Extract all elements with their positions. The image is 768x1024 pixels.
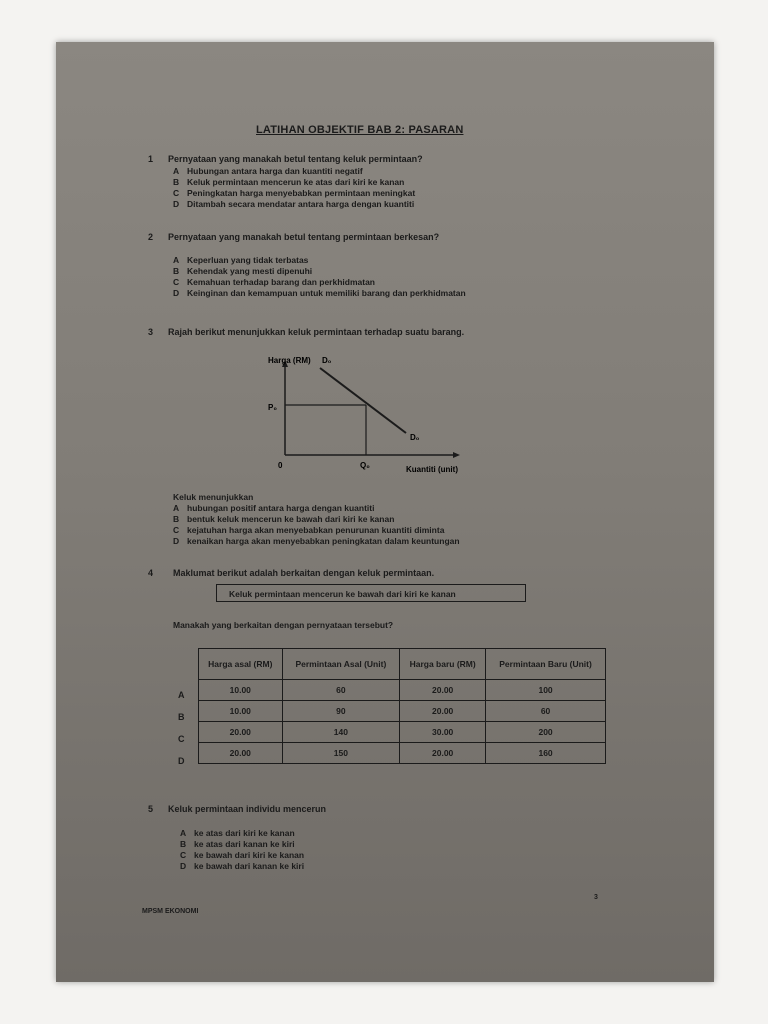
q5-number: 5 — [148, 804, 154, 814]
q3-option-a: A hubungan positif antara harga dengan kuantiti — [173, 503, 375, 513]
table-row — [199, 680, 606, 701]
origin-label: 0 — [278, 461, 283, 470]
q1-option-c: C Peningkatan harga menyebabkan permintaan meningkat — [173, 188, 416, 198]
demand-curve-graph — [256, 350, 516, 482]
q5-stem: Keluk permintaan individu mencerun — [168, 804, 327, 814]
demand-curve-line — [320, 368, 406, 433]
q4-row-label-c: C — [178, 734, 185, 744]
table-row — [199, 722, 606, 743]
header-harga-asal: Harga asal (RM) — [199, 649, 283, 680]
table-cell: 200 — [486, 722, 606, 743]
q3-option-d: D kenaikan harga akan menyebabkan peningkatan dalam keuntungan — [173, 536, 460, 546]
table-cell: 100 — [486, 680, 606, 701]
table-row — [199, 743, 606, 764]
q3-lead: Keluk menunjukkan — [173, 492, 254, 502]
q2-option-b: B Kehendak yang mesti dipenuhi — [173, 266, 313, 276]
table-cell: 150 — [282, 743, 400, 764]
q3-number: 3 — [148, 327, 154, 337]
page-number: 3 — [594, 894, 598, 901]
curve-label-top: D₀ — [322, 356, 332, 365]
table-cell: 20.00 — [400, 680, 486, 701]
q0-label: Q₀ — [360, 461, 370, 470]
q2-stem: Pernyataan yang manakah betul tentang permintaan berkesan? — [168, 232, 440, 242]
q3-option-c: C kejatuhan harga akan menyebabkan penurunan kuantiti diminta — [173, 525, 445, 535]
table-cell: 20.00 — [400, 701, 486, 722]
page-title: LATIHAN OBJEKTIF BAB 2: PASARAN — [256, 124, 464, 136]
p0-label: P₀ — [268, 403, 277, 412]
q5-option-b: B ke atas dari kanan ke kiri — [180, 839, 295, 849]
q5-option-d: D ke bawah dari kanan ke kiri — [180, 861, 305, 871]
table-row — [199, 701, 606, 722]
q5-option-c: C ke bawah dari kiri ke kanan — [180, 850, 305, 860]
curve-label-bottom: D₀ — [410, 433, 420, 442]
q5-option-a: A ke atas dari kiri ke kanan — [180, 828, 295, 838]
q4-row-label-a: A — [178, 690, 185, 700]
x-axis-label: Kuantiti (unit) — [406, 465, 458, 474]
q2-option-d: D Keinginan dan kemampuan untuk memiliki barang dan perkhidmatan — [173, 288, 466, 298]
table-cell: 30.00 — [400, 722, 486, 743]
q2-number: 2 — [148, 232, 154, 242]
q1-option-a: A Hubungan antara harga dan kuantiti negatif — [173, 166, 363, 176]
q2-option-a: A Keperluan yang tidak terbatas — [173, 255, 309, 265]
q4-ask: Manakah yang berkaitan dengan pernyataan tersebut? — [173, 620, 394, 630]
x-axis-arrow — [453, 452, 460, 458]
y-axis-label: Harga (RM) — [268, 356, 311, 365]
table-cell: 60 — [486, 701, 606, 722]
table-cell: 20.00 — [400, 743, 486, 764]
header-permintaan-asal: Permintaan Asal (Unit) — [282, 649, 400, 680]
q1-number: 1 — [148, 154, 154, 164]
q1-stem: Pernyataan yang manakah betul tentang keluk permintaan? — [168, 154, 423, 164]
table-cell: 160 — [486, 743, 606, 764]
table-header-row — [199, 649, 606, 680]
q2-option-c: C Kemahuan terhadap barang dan perkhidmatan — [173, 277, 375, 287]
q4-statement-box: Keluk permintaan mencerun ke bawah dari kiri ke kanan — [216, 584, 526, 602]
q1-option-b: B Keluk permintaan mencerun ke atas dari kiri ke kanan — [173, 177, 405, 187]
q4-number: 4 — [148, 568, 154, 578]
q3-option-b: B bentuk keluk mencerun ke bawah dari kiri ke kanan — [173, 514, 395, 524]
table-cell: 10.00 — [199, 680, 283, 701]
worksheet-page — [56, 42, 714, 982]
header-permintaan-baru: Permintaan Baru (Unit) — [486, 649, 606, 680]
q4-row-label-b: B — [178, 712, 185, 722]
footer-label: MPSM EKONOMI — [142, 908, 199, 915]
table-cell: 90 — [282, 701, 400, 722]
q4-stem: Maklumat berikut adalah berkaitan dengan keluk permintaan. — [173, 568, 435, 578]
q3-stem: Rajah berikut menunjukkan keluk permintaan terhadap suatu barang. — [168, 327, 465, 337]
q1-option-d: D Ditambah secara mendatar antara harga dengan kuantiti — [173, 199, 415, 209]
table-cell: 10.00 — [199, 701, 283, 722]
header-harga-baru: Harga baru (RM) — [400, 649, 486, 680]
table-cell: 60 — [282, 680, 400, 701]
table-cell: 20.00 — [199, 722, 283, 743]
q4-table — [198, 648, 606, 764]
table-cell: 140 — [282, 722, 400, 743]
q4-row-label-d: D — [178, 756, 185, 766]
table-cell: 20.00 — [199, 743, 283, 764]
